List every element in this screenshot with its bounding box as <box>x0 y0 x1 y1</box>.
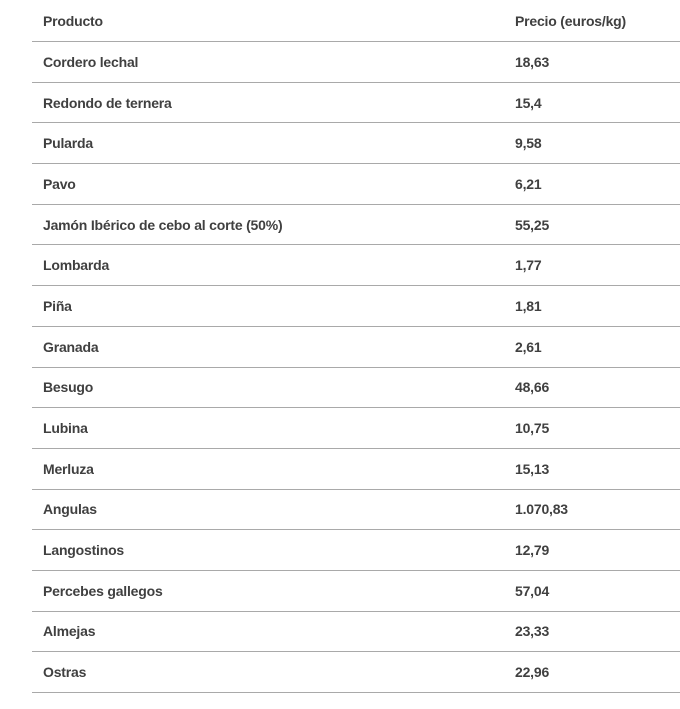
product-cell: Almejas <box>32 611 504 652</box>
price-cell: 15,4 <box>504 82 680 123</box>
price-cell: 48,66 <box>504 367 680 408</box>
product-cell: Granada <box>32 326 504 367</box>
table-row <box>32 164 680 205</box>
column-header-producto: Producto <box>32 0 504 42</box>
price-cell: 23,33 <box>504 611 680 652</box>
product-cell: Pavo <box>32 164 504 205</box>
price-cell: 10,75 <box>504 408 680 449</box>
table-body <box>32 42 680 693</box>
price-cell: 1,81 <box>504 286 680 327</box>
table-row <box>32 408 680 449</box>
product-cell: Cordero lechal <box>32 42 504 83</box>
table-row <box>32 611 680 652</box>
table-row <box>32 489 680 530</box>
table-row <box>32 570 680 611</box>
table-row <box>32 367 680 408</box>
price-cell: 18,63 <box>504 42 680 83</box>
table-row <box>32 286 680 327</box>
price-cell: 1.070,83 <box>504 489 680 530</box>
price-cell: 57,04 <box>504 570 680 611</box>
table-row <box>32 42 680 83</box>
product-cell: Jamón Ibérico de cebo al corte (50%) <box>32 204 504 245</box>
table-row <box>32 326 680 367</box>
product-cell: Redondo de ternera <box>32 82 504 123</box>
table-row <box>32 123 680 164</box>
price-cell: 15,13 <box>504 448 680 489</box>
product-cell: Merluza <box>32 448 504 489</box>
price-table <box>32 0 680 693</box>
price-cell: 12,79 <box>504 530 680 571</box>
price-cell: 6,21 <box>504 164 680 205</box>
table-row <box>32 448 680 489</box>
product-cell: Ostras <box>32 652 504 693</box>
product-cell: Besugo <box>32 367 504 408</box>
product-cell: Pularda <box>32 123 504 164</box>
price-cell: 1,77 <box>504 245 680 286</box>
table-row <box>32 204 680 245</box>
price-cell: 55,25 <box>504 204 680 245</box>
price-cell: 22,96 <box>504 652 680 693</box>
price-cell: 9,58 <box>504 123 680 164</box>
product-cell: Percebes gallegos <box>32 570 504 611</box>
column-header-precio: Precio (euros/kg) <box>504 0 680 42</box>
table-row <box>32 82 680 123</box>
table-row <box>32 530 680 571</box>
product-cell: Lubina <box>32 408 504 449</box>
product-cell: Piña <box>32 286 504 327</box>
table-row <box>32 245 680 286</box>
table-header-row <box>32 0 680 42</box>
price-cell: 2,61 <box>504 326 680 367</box>
product-cell: Langostinos <box>32 530 504 571</box>
table-row <box>32 652 680 693</box>
product-cell: Lombarda <box>32 245 504 286</box>
product-cell: Angulas <box>32 489 504 530</box>
